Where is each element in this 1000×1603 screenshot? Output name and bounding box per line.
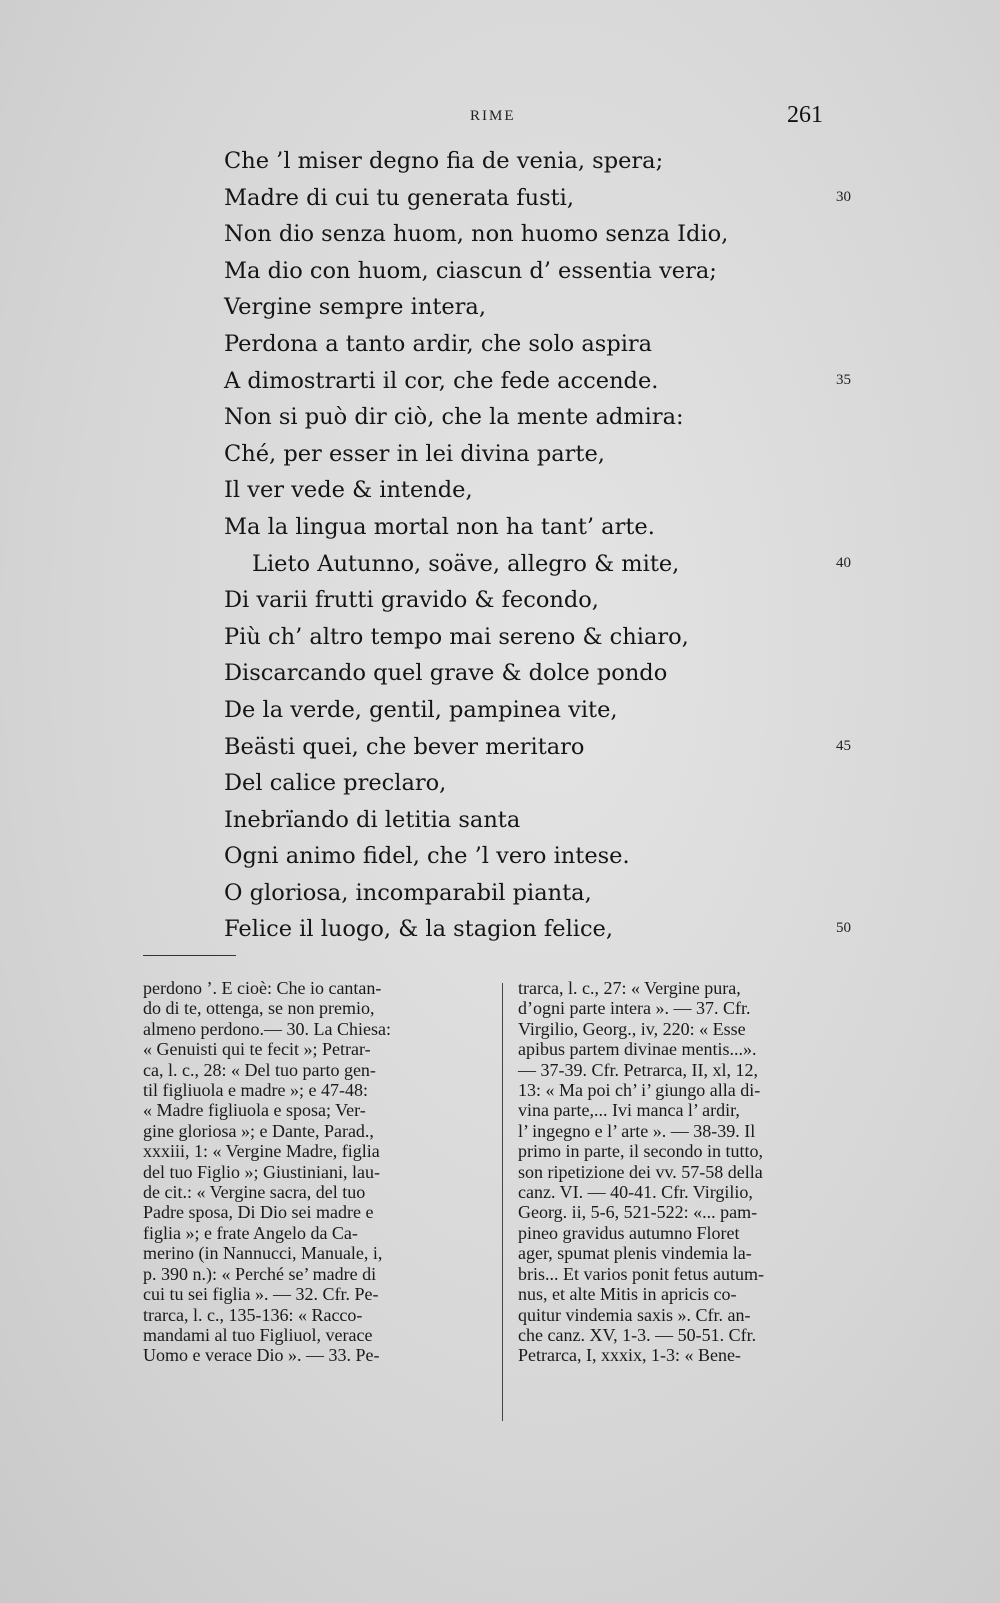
verse-line [0,695,1000,732]
footnote-line: xxxiii, 1: « Vergine Madre, figlia [143,1141,380,1162]
line-number: 35 [836,371,851,388]
page-number: 261 [787,102,823,128]
footnote-line: l’ ingegno e l’ arte ». — 38-39. Il [518,1120,756,1141]
footnote-line: gine gloriosa »; e Dante, Parad., [143,1120,374,1141]
footnote-line: d’ogni parte intera ». — 37. Cfr. [518,998,751,1019]
verse-text: Discarcando quel grave & dolce pondo [224,660,668,687]
footnote-line: mandami al tuo Figliuol, verace [143,1324,373,1345]
footnote-line: perdono ’. E cioè: Che io cantan- [143,978,382,998]
footnote-line: « Genuisti qui te fecit »; Petrar- [143,1039,371,1060]
verse-line [0,329,1000,366]
footnote-line: do di te, ottenga, se non premio, [143,998,375,1019]
footnotes [0,978,1000,1418]
line-number: 30 [836,188,851,205]
verse-line [0,402,1000,439]
column-rule [502,983,503,1421]
verse-text: Non dio senza huom, non huomo senza Idio, [224,221,729,248]
footnote-line: Petrarca, I, xxxix, 1-3: « Bene- [518,1345,741,1366]
footnote-line: trarca, l. c., 135-136: « Racco- [143,1304,363,1325]
verse-line [0,878,1000,915]
poem-text [0,146,1000,951]
verse-text: Non si può dir ciò, che la mente admira: [224,404,684,431]
verse-text: Ché, per esser in lei divina parte, [224,440,605,467]
footnote-line: nus, et alte Mitis in apricis co- [518,1284,737,1305]
footnote-line: almeno perdono.— 30. La Chiesa: [143,1018,391,1039]
line-number: 50 [836,920,851,937]
line-number: 45 [836,737,851,754]
verse-line [0,512,1000,549]
footnote-line: Padre sposa, Di Dio sei madre e [143,1202,374,1223]
verse-text: Ogni animo fidel, che ’l vero intese. [224,843,630,870]
page-header [0,104,1000,134]
footnote-line: Virgilio, Georg., iv, 220: « Esse [518,1018,746,1039]
footnote-column-left [143,978,488,1366]
footnote-line: trarca, l. c., 27: « Vergine pura, [518,978,741,998]
verse-text: Che ’l miser degno fia de venia, spera; [224,148,664,174]
verse-text: Il ver vede & intende, [224,477,473,504]
verse-line [0,183,1000,220]
verse-text: De la verde, gentil, pampinea vite, [224,696,618,723]
footnote-line: 13: « Ma poi ch’ i’ giungo alla di- [518,1080,761,1101]
footnote-line: pineo gravidus autumno Floret [518,1222,740,1243]
line-number: 40 [836,554,851,571]
verse-text: Perdona a tanto ardir, che solo aspira [224,330,653,357]
verse-line [0,475,1000,512]
footnote-line: — 37-39. Cfr. Petrarca, II, xl, 12, [518,1059,758,1080]
footnote-line: ager, spumat plenis vindemia la- [518,1243,752,1264]
footnote-line: til figliuola e madre »; e 47-48: [143,1080,368,1101]
verse-line [0,805,1000,842]
footnote-line: ca, l. c., 28: « Del tuo parto gen- [143,1059,376,1080]
verse-line [0,658,1000,695]
verse-text: A dimostrarti il cor, che fede accende. [224,367,659,394]
footnote-line: p. 390 n.): « Perché se’ madre di [143,1263,377,1284]
verse-text: Lieto Autunno, soäve, allegro & mite, [252,550,680,577]
footnote-line: Georg. ii, 5-6, 521-522: «... pam- [518,1202,758,1223]
footnote-divider [143,955,236,956]
verse-text: Madre di cui tu generata fusti, [224,184,575,211]
footnote-line: apibus partem divinae mentis...». [518,1039,757,1060]
footnote-line: de cit.: « Vergine sacra, del tuo [143,1182,366,1203]
footnote-line: merino (in Nannucci, Manuale, i, [143,1243,383,1264]
verse-text: Beästi quei, che bever meritaro [224,733,585,760]
footnote-line: del tuo Figlio »; Giustiniani, lau- [143,1161,380,1182]
verse-line [0,219,1000,256]
footnote-line: Uomo e verace Dio ». — 33. Pe- [143,1345,380,1366]
running-head: RIME [470,108,516,124]
verse-line [0,439,1000,476]
verse-text: Ma la lingua mortal non ha tant’ arte. [224,513,655,540]
footnote-column-right [518,978,868,1366]
footnote-line: vina parte,... Ivi manca l’ ardir, [518,1100,740,1121]
footnote-line: quitur vindemia saxis ». Cfr. an- [518,1304,751,1325]
footnote-line: « Madre figliuola e sposa; Ver- [143,1100,366,1121]
verse-text: Felice il luogo, & la stagion felice, [224,916,614,943]
verse-line [0,585,1000,622]
footnote-line: che canz. XV, 1-3. — 50-51. Cfr. [518,1324,757,1345]
verse-line [0,768,1000,805]
footnote-line: primo in parte, il secondo in tutto, [518,1141,763,1162]
footnote-line: bris... Et varios ponit fetus autum- [518,1263,764,1284]
verse-text: Inebrïando di letitia santa [224,806,521,833]
verse-line [0,256,1000,293]
footnote-line: canz. VI. — 40-41. Cfr. Virgilio, [518,1182,753,1203]
verse-line [0,292,1000,329]
verse-text: Vergine sempre intera, [224,294,487,321]
footnote-line: figlia »; e frate Angelo da Ca- [143,1222,358,1243]
footnote-line: cui tu sei figlia ». — 32. Cfr. Pe- [143,1284,379,1305]
verse-text: Del calice preclaro, [224,770,447,797]
verse-line [0,622,1000,659]
verse-text: O gloriosa, incomparabil pianta, [224,879,592,906]
verse-text: Più ch’ altro tempo mai sereno & chiaro, [224,623,689,650]
verse-text: Ma dio con huom, ciascun d’ essentia vera; [224,257,717,284]
verse-text: Di varii frutti gravido & fecondo, [224,587,599,614]
verse-line [0,732,1000,769]
verse-line [0,914,1000,951]
verse-line [0,146,1000,183]
footnote-line: son ripetizione dei vv. 57-58 della [518,1161,763,1182]
verse-line [0,549,1000,586]
verse-line [0,366,1000,403]
verse-line [0,841,1000,878]
